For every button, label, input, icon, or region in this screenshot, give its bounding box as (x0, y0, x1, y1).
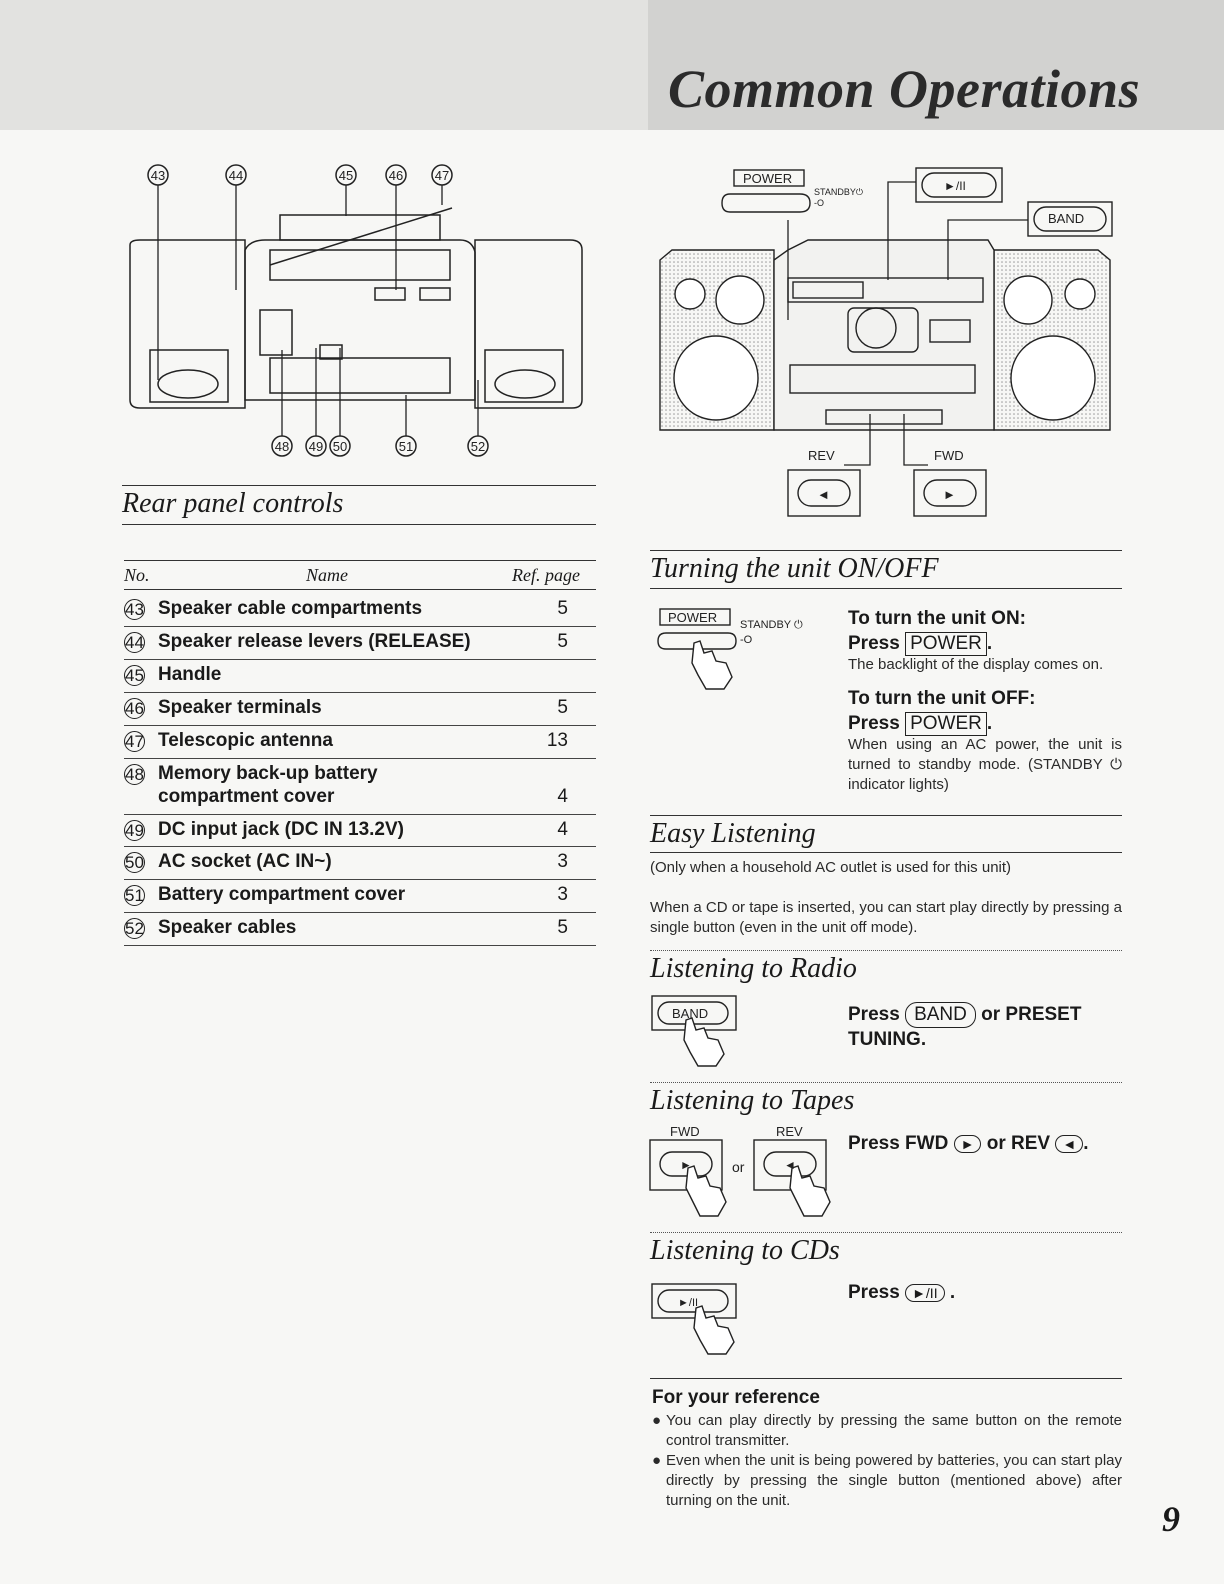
callout-bottom: 48 (274, 439, 290, 454)
col-ref: Ref. page (512, 565, 580, 585)
easy-note: (Only when a household AC outlet is used for this unit) (650, 859, 1012, 876)
rev-key: ◄ (1055, 1135, 1083, 1153)
page-title: Common Operations (668, 59, 1141, 119)
power-key: POWER (905, 712, 987, 736)
callout-top: 46 (388, 168, 404, 183)
tapes-instruction: Press FWD ► or REV ◄ . (848, 1133, 1089, 1154)
rev-symbol: ◄ (784, 1158, 796, 1172)
callout-bottom: 51 (398, 439, 414, 454)
power-key: POWER (905, 632, 987, 656)
band-key: BAND (905, 1002, 976, 1028)
reference-item: ● Even when the unit is being powered by batteries, you can start play directly by pressing the single button (mentioned above) after turning on the unit. (652, 1452, 1122, 1509)
table-row: 44 Speaker release levers (RELEASE) 5 (124, 626, 596, 660)
table-row: 47 Telescopic antenna 13 (124, 725, 596, 759)
easy-title: Easy Listening (650, 818, 816, 849)
standby-label: STANDBY⏻ (814, 187, 863, 197)
table-row: 48 Memory back-up battery compartment cover 4 (124, 758, 596, 815)
radio-instruction: Press BAND or PRESET TUNING. (848, 1004, 1082, 1050)
play-pause-label: ►/II (678, 1297, 699, 1309)
play-button-illustration (650, 1282, 750, 1358)
callout-top: 45 (338, 168, 354, 183)
callout-bottom: 49 (308, 439, 324, 454)
tapes-title: Listening to Tapes (650, 1085, 855, 1116)
fwd-symbol: ► (943, 487, 956, 502)
callout-top: 43 (150, 168, 166, 183)
callout-bottom: 50 (332, 439, 348, 454)
band-label: BAND (672, 1006, 709, 1021)
turn-on-heading: To turn the unit ON: (848, 608, 1026, 629)
callout-top: 44 (228, 168, 244, 183)
callout-top: 47 (434, 168, 450, 183)
power-label: POWER (743, 171, 793, 186)
callout-bottom: 52 (470, 439, 486, 454)
reference-title: For your reference (652, 1387, 820, 1408)
fwd-label: FWD (934, 448, 964, 463)
play-pause-label: ►/II (944, 179, 966, 193)
rev-symbol: ◄ (817, 487, 830, 502)
fwd-key: ► (954, 1135, 982, 1153)
cds-title: Listening to CDs (650, 1235, 840, 1266)
fwd-symbol: ► (680, 1158, 692, 1172)
or-label: or (732, 1159, 745, 1175)
easy-description: When a CD or tape is inserted, you can start play directly by pressing a single button (even in the unit off mode). (650, 899, 1122, 936)
rear-panel-title: Rear panel controls (122, 488, 344, 519)
rev-label: REV (776, 1124, 803, 1139)
turning-title: Turning the unit ON/OFF (650, 553, 939, 584)
table-row: 51 Battery compartment cover 3 (124, 879, 596, 913)
table-row: 43 Speaker cable compartments 5 (124, 593, 596, 627)
fwd-label: FWD (670, 1124, 700, 1139)
turn-off-note: When using an AC power, the unit is turned to standby mode. (STANDBY ⏻ indicator lights) (848, 736, 1122, 793)
front-panel-diagram (648, 160, 1124, 530)
turn-on-instruction: Press POWER . (848, 633, 993, 654)
turn-off-instruction: Press POWER . (848, 713, 993, 734)
rev-label: REV (808, 448, 835, 463)
col-no: No. (124, 565, 150, 585)
standby-sub: -O (814, 198, 824, 208)
cds-instruction: Press ►/II . (848, 1282, 956, 1303)
standby-sub: -O (740, 634, 753, 646)
tape-buttons-illustration (648, 1122, 838, 1224)
standby-label: STANDBY ⏻ (740, 619, 803, 631)
table-row: 45 Handle (124, 659, 596, 693)
page-number: 9 (1162, 1499, 1180, 1539)
turn-on-note: The backlight of the display comes on. (848, 656, 1104, 673)
rear-panel-diagram (120, 160, 600, 460)
play-pause-key: ►/II (905, 1284, 945, 1302)
reference-item: ● You can play directly by pressing the same button on the remote control transmitter. (652, 1412, 1122, 1449)
power-label: POWER (668, 610, 718, 625)
table-row: 52 Speaker cables 5 (124, 912, 596, 946)
col-name: Name (306, 565, 348, 585)
band-label: BAND (1048, 211, 1085, 226)
turn-off-heading: To turn the unit OFF: (848, 688, 1036, 709)
table-row: 49 DC input jack (DC IN 13.2V) 4 (124, 814, 596, 847)
table-row: 50 AC socket (AC IN~) 3 (124, 846, 596, 880)
band-button-illustration (650, 994, 750, 1072)
radio-title: Listening to Radio (650, 953, 857, 984)
power-button-illustration (656, 605, 826, 695)
table-row: 46 Speaker terminals 5 (124, 692, 596, 726)
